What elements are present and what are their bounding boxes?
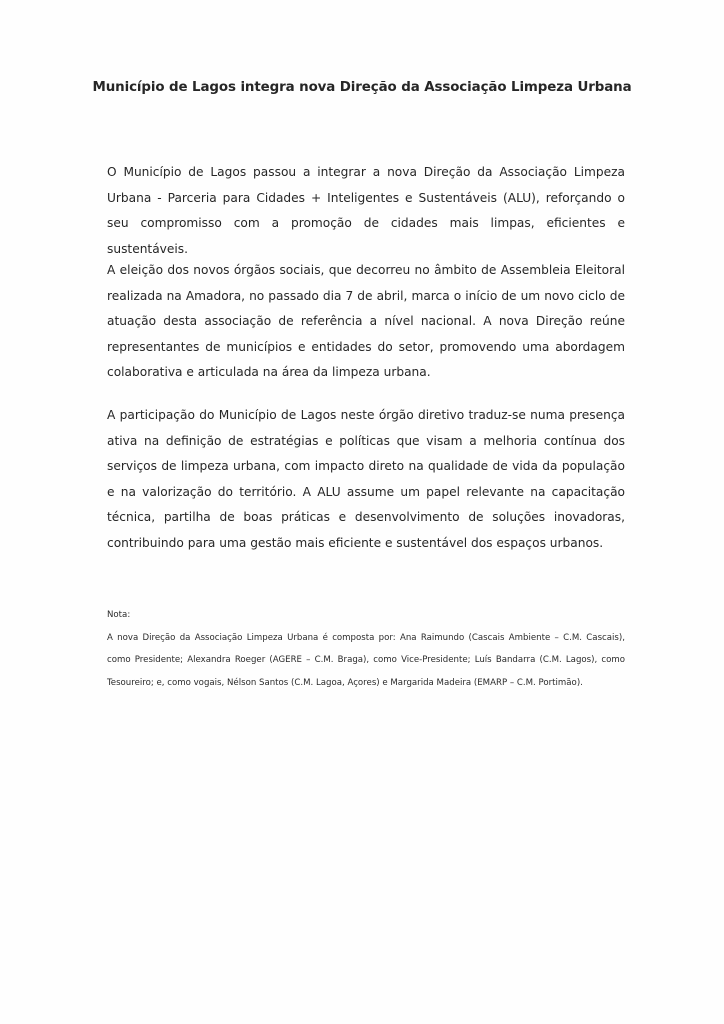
footnote-text: A nova Direção da Associação Limpeza Urbana é composta por: Ana Raimundo (Cascais Ambiente – C.M. Cascais), como Presidente; Alexandra Roeger (AGERE – C.M. Braga), como Vice-Presidente; Luís Bandarra (C.M. Lagos), como Tesoureiro; e, como vogais, Nélson Santos (C.M. Lagoa, Açores) e Margarida Madeira (EMARP – C.M. Portimão). [107, 632, 625, 688]
footnote [107, 604, 625, 694]
paragraph-1: O Município de Lagos passou a integrar a nova Direção da Associação Limpeza Urbana - Parceria para Cidades + Inteligentes e Sustentáveis (ALU), reforçando o seu compromisso com a promoção de cidades mais limpas, eficientes e sustentáveis. [107, 165, 625, 256]
paragraph-3: A participação do Município de Lagos neste órgão diretivo traduz-se numa presença ativa na definição de estratégias e políticas que visam a melhoria contínua dos serviços de limpeza urbana, com impacto direto na qualidade de vida da população e na valorização do território. A ALU assume um papel relevante na capacitação técnica, partilha de boas práticas e desenvolvimento de soluções inovadoras, contribuindo para uma gestão mais eficiente e sustentável dos espaços urbanos. [107, 408, 625, 550]
footnote-label: Nota: [107, 610, 131, 620]
paragraph-2: A eleição dos novos órgãos sociais, que decorreu no âmbito de Assembleia Eleitoral realizada na Amadora, no passado dia 7 de abril, marca o início de um novo ciclo de atuação desta associação de referência a nível nacional. A nova Direção reúne representantes de municípios e entidades do setor, promovendo uma abordagem colaborativa e articulada na área da limpeza urbana. [107, 263, 625, 379]
page-title: Município de Lagos integra nova Direção da Associação Limpeza Urbana [92, 80, 632, 95]
